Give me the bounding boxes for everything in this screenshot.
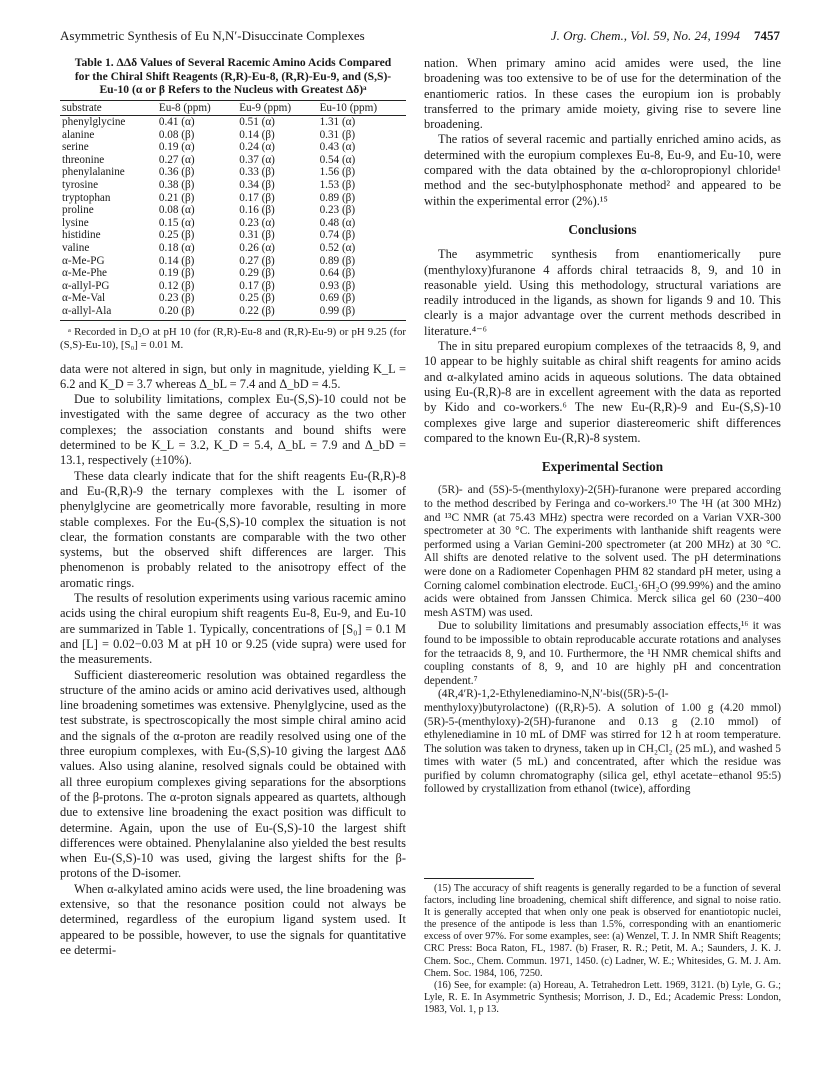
- shift-value-cell: 0.29 (β): [239, 267, 275, 280]
- journal-citation: [551, 28, 780, 44]
- shift-value-cell: 0.25 (β): [158, 229, 195, 242]
- substrate-cell: lysine: [62, 216, 89, 229]
- shift-value-cell: 1.31 (α): [319, 116, 356, 129]
- body-paragraph: Due to solubility limitations, complex Eu-(S,S)-10 could not be investigated with the same degree of accuracy as the two other complexes; the association constants and bound shifts were determined to be K_L = 3.2, K_D = 5.4, Δ_bL = 7.9 and Δ_bD = 13.1, respectively (±10%).: [60, 392, 406, 468]
- shift-value-cell: 0.23 (β): [158, 292, 195, 305]
- body-paragraph: Sufficient diastereomeric resolution was obtained regardless the structure of the amino acids or amino acid derivatives used, although line broadening sometimes was extensive. Phenylglycine, used as the test substrate, is spectroscopically the most simple chiral amino acid and the signals of the α-proton are readily resolved using one of the three europium complexes, with Eu-(S,S)-10 giving the largest ΔΔδ values. Also using alanine, resolved signals could be obtained with all three europium complexes giving separations for the absorptions of the β-protons. The α-proton signals appeared as quartets, although due to extensive line broadening the exact position was difficult to determine. Again, upon the use of Eu-(S,S)-10 the largest shift differences were obtained. Phenylalanine also yielded the best results when Eu-(S,S)-10 was used, giving the largest shifts for the β-protons of the D-isomer.: [60, 667, 406, 881]
- body-paragraph: data were not altered in sign, but only in magnitude, yielding K_L = 6.2 and K_D = 3.7 whereas Δ_bL = 7.4 and Δ_bD = 4.5.: [60, 361, 406, 391]
- table-row: [60, 129, 406, 142]
- substrate-cell: alanine: [62, 128, 95, 141]
- shift-value-cell: 1.53 (β): [319, 179, 356, 192]
- table-row: [60, 141, 406, 154]
- substrate-cell: histidine: [62, 229, 101, 242]
- shift-value-cell: 0.51 (α): [239, 116, 275, 129]
- shift-value-cell: 0.34 (β): [239, 179, 275, 192]
- table-body: [60, 116, 406, 321]
- data-table: [60, 100, 406, 321]
- shift-value-cell: 0.99 (β): [318, 305, 406, 320]
- footnote: (15) The accuracy of shift reagents is generally regarded to be a function of several factors, including line broadening, chemical shift difference, and signal to noise ratio. It is generally accepted that when only one peak is observed for enantiotopic nuclei, the presence of the antipode is less than 1.5%, corresponding with an enantiomeric excess of over 97%. For some examples, see: (a) Wenzel, T. J. In NMR Shift Reagents; CRC Press: Boca Raton, FL, 1987. (b) Fraser, R. R.; Petit, M. A.; Saunders, J. K. J. Chem. Soc., Chem. Commun. 1971, 1450. (c) Ladner, W. E.; Whitesides, G. M. J. Am. Chem. Soc. 1984, 106, 7250.: [424, 883, 781, 979]
- conclusions-paragraph: The asymmetric synthesis from enantiomerically pure (menthyloxy)furanone 4 affords chiral tetraacids 8, 9, and 10 in reasonable yield. Using this methodology, structural variations are readily introduced in the ligands, as shown for ligands 9 and 10. This clearly is a major advantage over the current methods described in literature.⁴⁻⁶: [424, 247, 781, 338]
- shift-value-cell: 0.41 (α): [158, 116, 195, 129]
- shift-value-cell: 0.64 (β): [319, 267, 356, 280]
- shift-value-cell: 0.31 (β): [239, 229, 275, 242]
- table-column-header: substrate: [60, 100, 157, 116]
- substrate-cell: α-allyl-PG: [62, 279, 110, 292]
- substrate-cell: valine: [62, 242, 90, 255]
- shift-value-cell: 0.52 (α): [319, 242, 356, 255]
- shift-value-cell: 0.19 (α): [158, 141, 195, 154]
- shift-value-cell: 0.54 (α): [319, 153, 356, 166]
- shift-value-cell: 0.36 (β): [158, 166, 195, 179]
- substrate-cell: proline: [62, 204, 94, 217]
- shift-value-cell: 0.24 (α): [239, 141, 275, 154]
- shift-value-cell: 0.16 (β): [239, 204, 275, 217]
- substrate-cell: tyrosine: [62, 179, 99, 192]
- experimental-paragraph: (5R)- and (5S)-5-(menthyloxy)-2(5H)-furanone were prepared according to the method described by Feringa and co-workers.¹⁰ The ¹H (at 300 MHz) and ¹³C NMR (at 75.43 MHz) spectra were recorded on a Varian VXR-300 spectrometer at 30 °C. The experiments with lanthanide shift reagents were performed using a Varian Gemini-200 spectrometer (at 200 MHz) at 30 °C. All shifts are denoted relative to the solvent used. The pH determinations were done on a Radiometer Copenhagen PHM 82 standard pH meter, using a Corning calomel combination electrode. EuCl₃·6H₂O (99.99%) and the amino acids were obtained from Janssen Chimica. Merck silica gel 60 (230−400 mesh ASTM) was used.: [424, 484, 781, 619]
- table-row: [60, 217, 406, 230]
- table-row: [60, 280, 406, 293]
- shift-value-cell: 0.74 (β): [319, 229, 356, 242]
- experimental-section: [424, 484, 781, 797]
- substrate-cell: α-allyl-Ala: [60, 305, 157, 320]
- table-row: [60, 204, 406, 217]
- body-paragraph: nation. When primary amino acid amides were used, the line broadening was too extensive to be of use for the determination of the enantiomeric ratios. In these cases the europium ion is probably transferred to the primary amide moiety, giving rise to severe line broadening.: [424, 56, 781, 132]
- table-row: [60, 229, 406, 242]
- shift-value-cell: 0.20 (β): [157, 305, 237, 320]
- shift-value-cell: 0.14 (β): [158, 254, 195, 267]
- table-row: [60, 305, 406, 320]
- substrate-cell: α-Me-Val: [62, 292, 106, 305]
- shift-value-cell: 0.89 (β): [319, 254, 356, 267]
- table-column-header: Eu-10 (ppm): [318, 100, 406, 116]
- shift-value-cell: 0.48 (α): [319, 216, 356, 229]
- footnote: (16) See, for example: (a) Horeau, A. Tetrahedron Lett. 1969, 3121. (b) Lyle, G. G.; Lyle, R. E. In Asymmetric Synthesis; Morrison, J. D., Ed.; Academic Press: London, 1983, Vol. 1, p 13.: [424, 979, 781, 1015]
- footnotes: [424, 878, 781, 1016]
- table-header-row: [60, 100, 406, 116]
- table-row: [60, 166, 406, 179]
- shift-value-cell: 0.26 (α): [239, 242, 275, 255]
- shift-value-cell: 0.33 (β): [239, 166, 275, 179]
- shift-value-cell: 0.12 (β): [158, 279, 195, 292]
- shift-value-cell: 0.27 (β): [239, 254, 275, 267]
- shift-value-cell: 0.19 (β): [158, 267, 195, 280]
- journal-name: J. Org. Chem., Vol. 59, No. 24, 1994: [550, 28, 740, 43]
- conclusions-paragraph: The in situ prepared europium complexes of the tetraacids 8, 9, and 10 appear to be highly suitable as chiral shift reagents for amino acids and α-alkylated amino acids in aqueous solutions. The data obtained using Eu-(R,R)-8 are in excellent agreement with the data as reported by Kido and co-workers.⁶ The new Eu-(R,R)-9 and Eu-(S,S)-10 complexes give large and superior diastereomeric shift differences compared to the known Eu-(R,R)-8 system.: [424, 339, 781, 445]
- page-number: 7457: [754, 28, 780, 43]
- substrate-cell: serine: [62, 141, 89, 154]
- shift-value-cell: 0.17 (β): [239, 279, 275, 292]
- shift-value-cell: 0.93 (β): [319, 279, 356, 292]
- experimental-heading: Experimental Section: [541, 459, 664, 475]
- shift-value-cell: 0.37 (α): [239, 153, 275, 166]
- shift-value-cell: 0.14 (β): [239, 128, 275, 141]
- running-header: [60, 28, 780, 46]
- left-column: [60, 56, 406, 958]
- shift-value-cell: 0.23 (α): [239, 216, 275, 229]
- body-paragraph: The results of resolution experiments using various racemic amino acids using the chiral europium shift reagents Eu-8, Eu-9, and Eu-10 are summarized in Table 1. Typically, concentrations of [S₀] = 0.1 M and [L] = 0.02−0.03 M at pH 10 or 9.25 (vide supra) were used for the measurements.: [60, 591, 406, 667]
- table-column-header: Eu-9 (ppm): [237, 100, 317, 116]
- table-row: [60, 242, 406, 255]
- table-row: [60, 292, 406, 305]
- shift-value-cell: 0.69 (β): [319, 292, 356, 305]
- shift-value-cell: 0.21 (β): [158, 191, 195, 204]
- shift-value-cell: 0.43 (α): [319, 141, 356, 154]
- table-row: [60, 116, 406, 129]
- shift-value-cell: 0.23 (β): [319, 204, 356, 217]
- shift-value-cell: 0.18 (α): [158, 242, 195, 255]
- shift-value-cell: 0.38 (β): [158, 179, 195, 192]
- footnote-rule: [424, 878, 534, 879]
- substrate-cell: tryptophan: [62, 191, 111, 204]
- substrate-cell: threonine: [62, 153, 105, 166]
- table-row: [60, 154, 406, 167]
- table-row: [60, 255, 406, 268]
- table-footnote: ᵃ Recorded in D₂O at pH 10 (for (R,R)-Eu-8 and (R,R)-Eu-9) or pH 9.25 (for (S,S)-Eu-10), [S₀] = 0.01 M.: [60, 325, 406, 351]
- body-paragraph: The ratios of several racemic and partially enriched amino acids, as determined with the europium complexes Eu-8, Eu-9, and Eu-10, were compared with the data obtained by the α-chloropropionyl chloride¹ method and the sec-butylphosphonate method² and appeared to be within the experimental error (2%).¹⁵: [424, 132, 781, 208]
- shift-value-cell: 0.31 (β): [319, 128, 356, 141]
- conclusions-heading: Conclusions: [568, 221, 637, 237]
- right-column: [424, 56, 781, 797]
- substrate-cell: phenylglycine: [62, 116, 126, 129]
- shift-value-cell: 0.15 (α): [158, 216, 195, 229]
- shift-value-cell: 0.08 (α): [158, 204, 195, 217]
- shift-value-cell: 0.08 (β): [158, 128, 195, 141]
- substrate-cell: α-Me-Phe: [62, 267, 108, 280]
- shift-value-cell: 0.25 (β): [239, 292, 275, 305]
- table-column-header: Eu-8 (ppm): [157, 100, 237, 116]
- substrate-cell: phenylalanine: [62, 166, 125, 179]
- body-paragraph: These data clearly indicate that for the shift reagents Eu-(R,R)-8 and Eu-(R,R)-9 the ternary complexes with the L isomer of phenylglycine are geometrically more favorable, resulting in more stable complexes. For the Eu-(S,S)-10 complex the situation is not clear, the formation constants are comparable with the two other systems, but the observed shift differences are larger. This phenomenon is probably related to the anisotropy effect of the aromatic rings.: [60, 468, 406, 590]
- experimental-paragraph: Due to solubility limitations and presumably association effects,¹⁶ it was found to be impossible to obtain reproducable accurate rotations and analyses for the tetraacids 8, 9, and 10. Furthermore, the ¹H NMR chemical shifts and coupling constants of 8, 9, and 10 are highly pH and concentration dependent.⁷: [424, 620, 781, 687]
- experimental-paragraph: (4R,4′R)-1,2-Ethylenediamino-N,N′-bis((5R)-5-(l-menthyloxy)butyrolactone) ((R,R)-5). A solution of 1.00 g (4.20 mmol) (5R)-5-(menthyloxy)-2(5H)-furanone and 0.13 g (2.10 mmol) of ethylenediamine in 10 mL of DMF was stirred for 12 h at room temperature. The solution was taken to dryness, taken up in CH₂Cl₂ (25 mL), and washed 5 times with water (5 mL) and concentrated, after which the residue was purified by column chromatography (silica gel, ethyl acetate−ethanol 95:5) followed by crystallization from ethanol (twice), affording: [424, 688, 781, 796]
- running-title: Asymmetric Synthesis of Eu N,N′-Disuccinate Complexes: [60, 28, 365, 43]
- body-paragraph: When α-alkylated amino acids were used, the line broadening was extensive, so that the resonance position could not always be determined, regardless of the europium ligand system used. It appeared to be possible, however, to use the signals for quantitative ee determi-: [60, 881, 406, 957]
- table-row: [60, 192, 406, 205]
- table-row: [60, 267, 406, 280]
- shift-value-cell: 0.22 (β): [237, 305, 317, 320]
- substrate-cell: α-Me-PG: [62, 254, 105, 267]
- shift-value-cell: 0.89 (β): [319, 191, 356, 204]
- shift-value-cell: 0.27 (α): [158, 153, 195, 166]
- table-caption: Table 1. ΔΔδ Values of Several Racemic Amino Acids Compared for the Chiral Shift Reagents (R,R)-Eu-8, (R,R)-Eu-9, and (S,S)-Eu-10 (α or β Refers to the Nucleus with Greatest Δδ)ᵃ: [74, 56, 392, 96]
- shift-value-cell: 1.56 (β): [319, 166, 356, 179]
- shift-value-cell: 0.17 (β): [239, 191, 275, 204]
- table-row: [60, 179, 406, 192]
